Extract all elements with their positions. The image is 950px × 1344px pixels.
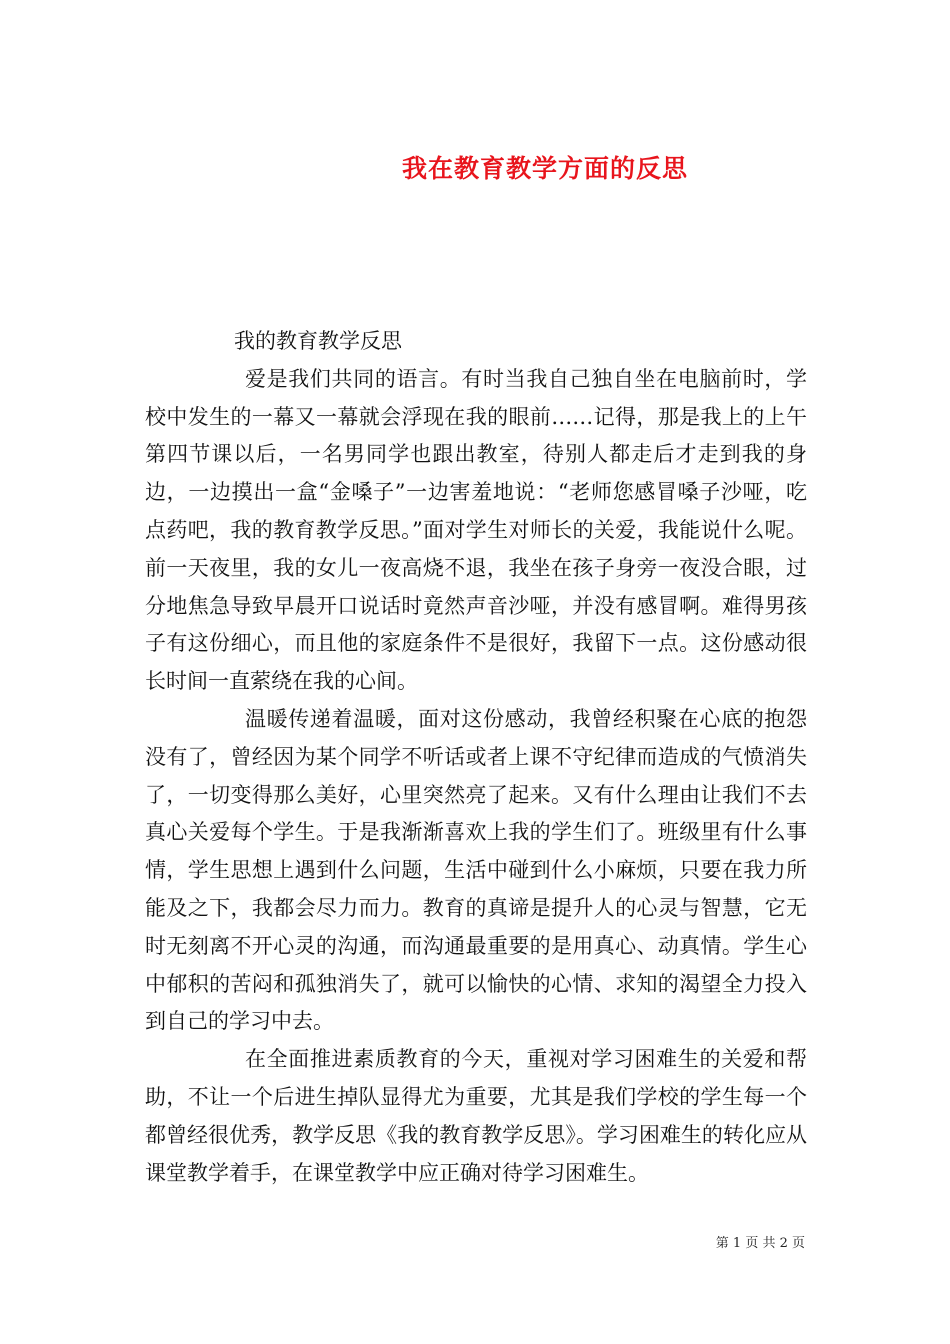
section-subtitle: 我的教育教学反思 [234,329,402,353]
paragraph-3: 在全面推进素质教育的今天，重视对学习困难生的关爱和帮助，不让一个后进生掉队显得尤为重要，尤其是我们学校的学生每一个都曾经很优秀，教学反思《我的教育教学反思》。学习困难生的转化应从课堂教学着手，在课堂教学中应正确对待学习困难生。 [145,1047,807,1185]
paragraph-2: 温暖传递着温暖，面对这份感动，我曾经积聚在心底的抱怨没有了，曾经因为某个同学不听话或者上课不守纪律而造成的气愤消失了，一切变得那么美好，心里突然亮了起来。又有什么理由让我们不去真心关爱每个学生。于是我渐渐喜欢上我的学生们了。班级里有什么事情，学生思想上遇到什么问题，生活中碰到什么小麻烦，只要在我力所能及之下，我都会尽力而力。教育的真谛是提升人的心灵与智慧，它无时无刻离不开心灵的沟通，而沟通最重要的是用真心、动真情。学生心中郁积的苦闷和孤独消失了，就可以愉快的心情、求知的渴望全力投入到自己的学习中去。 [145,706,807,1034]
paragraph-1: 爱是我们共同的语言。有时当我自己独自坐在电脑前时，学校中发生的一幕又一幕就会浮现在我的眼前……记得，那是我上的上午第四节课以后，一名男同学也跟出教室，待别人都走后才走到我的身边，一边摸出一盒“金嗓子”一边害羞地说：“老师您感冒嗓子沙哑，吃点药吧，我的教育教学反思。”面对学生对师长的关爱，我能说什么呢。前一天夜里，我的女儿一夜高烧不退，我坐在孩子身旁一夜没合眼，过分地焦急导致早晨开口说话时竟然声音沙哑，并没有感冒啊。难得男孩子有这份细心，而且他的家庭条件不是很好，我留下一点。这份感动很长时间一直萦绕在我的心间。 [145,366,807,694]
page-number-footer: 第 1 页 共 2 页 [715,1236,805,1251]
document-body [145,323,807,1192]
document-title: 我在教育教学方面的反思 [401,153,688,183]
